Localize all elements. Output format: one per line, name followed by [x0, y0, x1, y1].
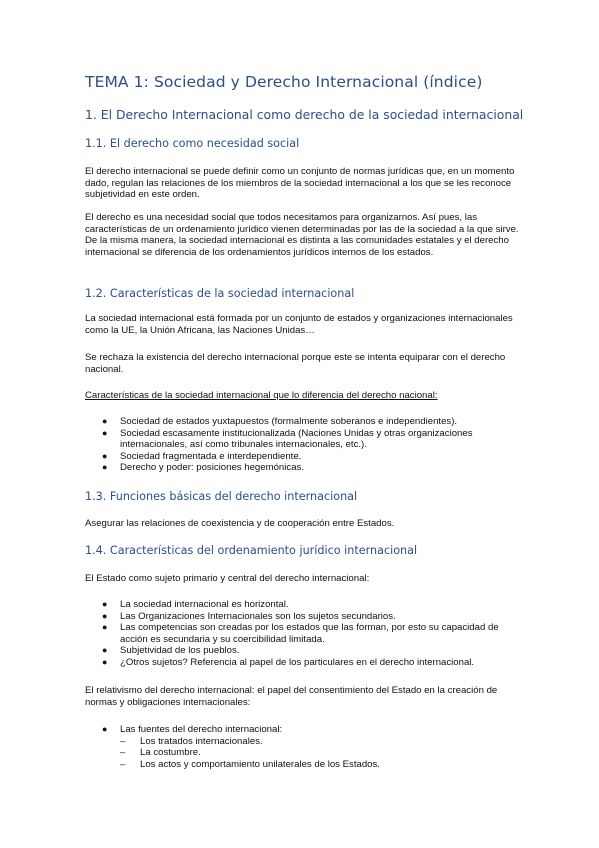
- list-item: ● Subjetividad de los pueblos.: [102, 645, 240, 656]
- section-1-4-paragraph-2: El relativismo del derecho internacional: el papel del consentimiento del Estado en la creación de normas y obligaciones internacionales:: [85, 685, 498, 708]
- list-item: ● La sociedad internacional es horizontal.: [102, 599, 289, 610]
- list-item: ● Sociedad escasamente institucionalizada (Naciones Unidas y otras organizaciones internacionales, así como tribunales internacionales, etc.).: [102, 427, 473, 450]
- list-item: ● Derecho y poder: posiciones hegemónicas.: [102, 462, 304, 473]
- bullet-icon: ●: [102, 450, 108, 461]
- document-title: TEMA 1: Sociedad y Derecho Internacional (índice): [85, 73, 483, 91]
- bullet-icon: ●: [102, 427, 108, 438]
- list-item: ● Las Organizaciones Internacionales son los sujetos secundarios.: [102, 610, 396, 622]
- dash-icon: –: [120, 735, 126, 747]
- bullet-icon: ●: [102, 645, 108, 655]
- bullet-icon: ●: [102, 656, 108, 667]
- bullet-icon: ●: [102, 462, 108, 472]
- section-1-2-heading: 1.2. Características de la sociedad internacional: [85, 287, 355, 300]
- list-item: ● ¿Otros sujetos? Referencia al papel de los particulares en el derecho internacional.: [102, 656, 475, 668]
- section-1-1-paragraph-1: El derecho internacional se puede definir como un conjunto de normas jurídicas que, en un momento dado, regulan las relaciones de los miembros de la sociedad internacional a los que se les reconoce subjetividad en este orden.: [85, 166, 515, 200]
- section-1-2-paragraph-2: Se rechaza la existencia del derecho internacional porque este se intenta equiparar con el derecho nacional.: [85, 352, 506, 375]
- bullet-icon: ●: [102, 724, 108, 734]
- section-1-heading: 1. El Derecho Internacional como derecho de la sociedad internacional: [85, 107, 524, 122]
- section-1-1-heading: 1.1. El derecho como necesidad social: [85, 137, 300, 150]
- bullet-icon: ●: [102, 610, 108, 621]
- sub-list-item: – Los tratados internacionales.: [120, 735, 263, 747]
- dash-icon: –: [120, 758, 126, 770]
- section-1-4-heading: 1.4. Características del ordenamiento jurídico internacional: [85, 544, 418, 557]
- section-1-4-bullet-list: [85, 599, 525, 668]
- list-item: ● Las competencias son creadas por los estados que las forman, por esto su capacidad de acción es secundaria y su coercibilidad limitada.: [102, 622, 499, 645]
- dash-icon: –: [120, 747, 126, 758]
- section-1-3-heading: 1.3. Funciones básicas del derecho internacional: [85, 490, 358, 503]
- bullet-icon: ●: [102, 416, 108, 426]
- sub-list-item: – Los actos y comportamiento unilaterales de los Estados.: [120, 758, 380, 770]
- section-1-2-paragraph-1: La sociedad internacional está formada por un conjunto de estados y organizaciones internacionales como la UE, la Unión Africana, las Naciones Unidas…: [85, 313, 513, 336]
- section-1-4-paragraph-1: El Estado como sujeto primario y central del derecho internacional:: [85, 573, 370, 584]
- fuentes-list: [85, 724, 525, 770]
- sub-list-item: – La costumbre.: [120, 747, 201, 758]
- bullet-icon: ●: [102, 599, 108, 609]
- section-1-2-underlined-label: Características de la sociedad internacional que lo diferencia del derecho nacional:: [85, 390, 438, 401]
- section-1-3-paragraph: Asegurar las relaciones de coexistencia y de cooperación entre Estados.: [85, 518, 395, 529]
- list-item: ● Las fuentes del derecho internacional:: [102, 724, 283, 735]
- section-1-2-bullet-list: [85, 416, 525, 474]
- list-item: ● Sociedad de estados yuxtapuestos (formalmente soberanos e independientes).: [102, 416, 458, 427]
- bullet-icon: ●: [102, 622, 108, 632]
- list-item: ● Sociedad fragmentada e interdependiente.: [102, 450, 302, 462]
- section-1-1-paragraph-2: El derecho es una necesidad social que todos necesitamos para organizarnos. Así pues, las características de un ordenamiento jurídico vienen determinadas por las de la sociedad a la que sirve. De la misma manera, la sociedad internacional es distinta a las comunidades estatales y el derecho internacional se diferencia de los ordenamientos jurídicos internos de los estados.: [85, 212, 519, 258]
